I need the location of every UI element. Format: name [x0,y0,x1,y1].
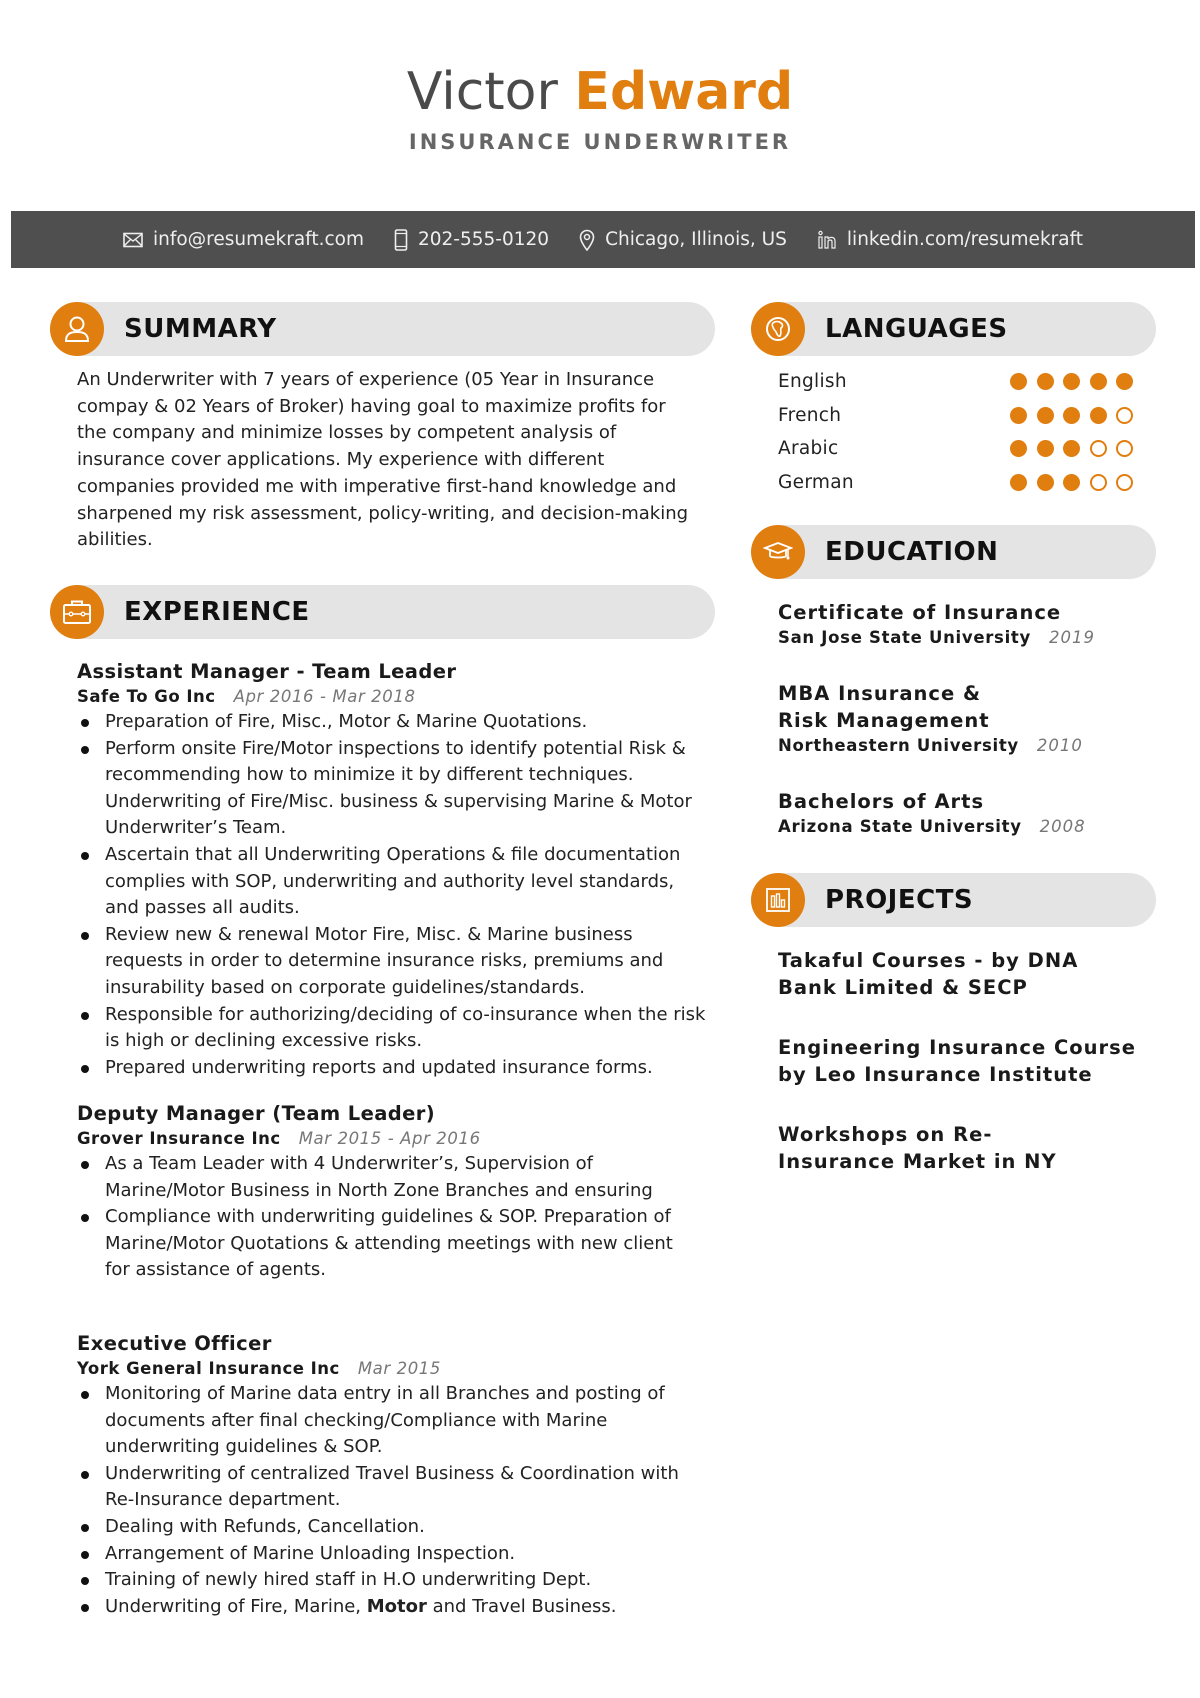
section-title: EDUCATION [825,537,999,567]
section-badge [751,873,805,927]
map-pin-icon [579,229,595,251]
section-languages-header [751,302,1156,356]
job-bullets [77,709,707,1081]
job-dates: Mar 2015 [357,1359,441,1378]
job-company: Grover Insurance Inc [77,1129,281,1148]
rating-dot-empty [1116,474,1133,491]
job-bullets [77,1381,707,1620]
email-text: info@resumekraft.com [152,229,364,250]
language-name: French [778,404,842,426]
section-badge [751,525,805,579]
contact-linkedin[interactable] [817,229,1083,250]
education-entry [778,599,1138,650]
language-name: English [778,371,847,393]
bullet-text: Underwriting of Fire, Marine, [105,1595,367,1617]
edu-year: 2008 [1039,817,1086,836]
rating-dot-filled [1037,474,1054,491]
experience-entry [77,659,707,1081]
bullet-item: Perform onsite Fire/Motor inspections to identify potential Risk & recommending how to minimize it by different techniques. Underwriting of Fire/Misc. business & supervising Marine & Motor Underwriter’s Team. [77,736,707,842]
bullet-item: Responsible for authorizing/deciding of co-insurance when the risk is high or declining excessive risks. [77,1002,707,1055]
rating-dot-filled [1010,440,1027,457]
bullet-item: Ascertain that all Underwriting Operations & file documentation complies with SOP, underwriting and authority level standards, and passes all audits. [77,842,707,922]
graduation-cap-icon [763,540,793,564]
rating-dot-filled [1037,440,1054,457]
bullet-item: Underwriting of centralized Travel Business & Coordination with Re-Insurance department. [77,1461,707,1514]
rating-dot-filled [1010,474,1027,491]
bullet-item: Training of newly hired staff in H.O underwriting Dept. [77,1567,707,1594]
contact-email[interactable] [123,229,364,250]
resume-header [0,60,1200,154]
job-meta [77,1357,707,1381]
language-row [778,365,1133,399]
candidate-name [0,60,1200,124]
language-row [778,432,1133,466]
section-badge [751,302,805,356]
rating-dot-empty [1116,440,1133,457]
rating-dot-filled [1037,407,1054,424]
edu-degree: Certificate of Insurance [778,601,1062,624]
edu-school: San Jose State University [778,628,1031,647]
bullet-item: Preparation of Fire, Misc., Motor & Marine Quotations. [77,709,707,736]
language-row [778,466,1133,500]
job-position: Deputy Manager (Team Leader) [77,1102,436,1125]
rating-dot-filled [1010,373,1027,390]
globe-icon [764,315,792,343]
rating-dot-empty [1090,440,1107,457]
project-item: Workshops on Re-Insurance Market in NY [778,1123,1057,1173]
bar-chart-icon [765,887,791,913]
education-entry [778,680,1083,758]
experience-entry [77,1101,707,1284]
rating-dot-filled [1116,373,1133,390]
proficiency-rating [1010,474,1133,491]
edu-meta [778,734,1138,758]
section-title: LANGUAGES [825,314,1008,344]
phone-text: 202-555-0120 [418,229,550,250]
job-dates: Mar 2015 - Apr 2016 [298,1129,481,1148]
education-entry [778,788,1138,839]
rating-dot-filled [1063,440,1080,457]
envelope-icon [123,232,143,248]
phone-icon [394,229,408,251]
language-list [778,365,1133,499]
proficiency-rating [1010,373,1133,390]
section-summary-header [50,302,715,356]
rating-dot-filled [1063,373,1080,390]
user-icon [64,315,90,343]
edu-meta [778,626,1138,650]
edu-year: 2010 [1036,736,1083,755]
section-title: EXPERIENCE [124,597,310,627]
job-position: Executive Officer [77,1332,272,1355]
bullet-item: Compliance with underwriting guidelines & SOP. Preparation of Marine/Motor Quotations & attending meetings with new client for assistance of agents. [77,1204,687,1284]
rating-dot-empty [1116,407,1133,424]
language-row [778,399,1133,433]
bullet-item [77,1594,707,1621]
proficiency-rating [1010,407,1133,424]
experience-entry [77,1331,707,1620]
first-name: Victor [406,62,558,122]
job-title-heading: INSURANCE UNDERWRITER [408,130,792,154]
job-bullets [77,1151,687,1284]
contact-phone[interactable] [394,229,549,251]
job-meta [77,685,707,709]
job-position: Assistant Manager - Team Leader [77,660,457,683]
edu-year: 2019 [1048,628,1095,647]
bullet-item: As a Team Leader with 4 Underwriter’s, Supervision of Marine/Motor Business in North Zone Branches and ensuring [77,1151,687,1204]
rating-dot-filled [1063,407,1080,424]
bullet-bold-text: Motor [366,1595,427,1617]
rating-dot-filled [1090,407,1107,424]
job-meta [77,1127,707,1151]
last-name: Edward [574,62,794,122]
job-dates: Apr 2016 - Mar 2018 [233,687,416,706]
rating-dot-filled [1037,373,1054,390]
bullet-item: Review new & renewal Motor Fire, Misc. & Marine business requests in order to determine insurance risks, premiums and insurability based on corporate guidelines/standards. [77,922,707,1002]
section-education-header [751,525,1156,579]
rating-dot-filled [1063,474,1080,491]
briefcase-icon [62,599,92,625]
section-badge [50,585,104,639]
bullet-item: Dealing with Refunds, Cancellation. [77,1514,707,1541]
section-title: PROJECTS [825,885,974,915]
rating-dot-filled [1010,407,1027,424]
language-name: Arabic [778,438,839,460]
proficiency-rating [1010,440,1133,457]
location-text: Chicago, Illinois, US [605,229,787,250]
job-company: Safe To Go Inc [77,687,216,706]
contact-bar [11,211,1195,268]
edu-degree: Bachelors of Arts [778,790,985,813]
project-item: Takaful Courses - by DNA Bank Limited & SECP [778,949,1079,999]
summary-text: An Underwriter with 7 years of experience (05 Year in Insurance compay & 02 Years of Broker) having goal to maximize profits for the company and minimize losses by competent analysis of insurance cover applications. My experience with different companies provided me with imperative first-hand knowledge and sharpened my risk assessment, policy-writing, and decision-making abilities. [77,369,689,551]
rating-dot-empty [1090,474,1107,491]
rating-dot-filled [1090,373,1107,390]
bullet-item: Monitoring of Marine data entry in all Branches and posting of documents after final checking/Compliance with Marine underwriting guidelines & SOP. [77,1381,707,1461]
bullet-item: Prepared underwriting reports and updated insurance forms. [77,1055,707,1082]
language-name: German [778,471,854,493]
edu-school: Northeastern University [778,736,1019,755]
section-badge [50,302,104,356]
bullet-item: Arrangement of Marine Unloading Inspection. [77,1541,707,1568]
section-title: SUMMARY [124,314,277,344]
linkedin-text: linkedin.com/resumekraft [846,229,1084,250]
edu-degree: MBA Insurance & Risk Management [778,682,990,732]
edu-school: Arizona State University [778,817,1022,836]
job-company: York General Insurance Inc [77,1359,340,1378]
section-projects-header [751,873,1156,927]
bullet-text: and Travel Business. [426,1595,617,1617]
project-item: Engineering Insurance Course by Leo Insurance Institute [778,1036,1137,1086]
edu-meta [778,815,1138,839]
section-experience-header [50,585,715,639]
contact-location [579,229,787,251]
linkedin-icon [817,230,837,250]
